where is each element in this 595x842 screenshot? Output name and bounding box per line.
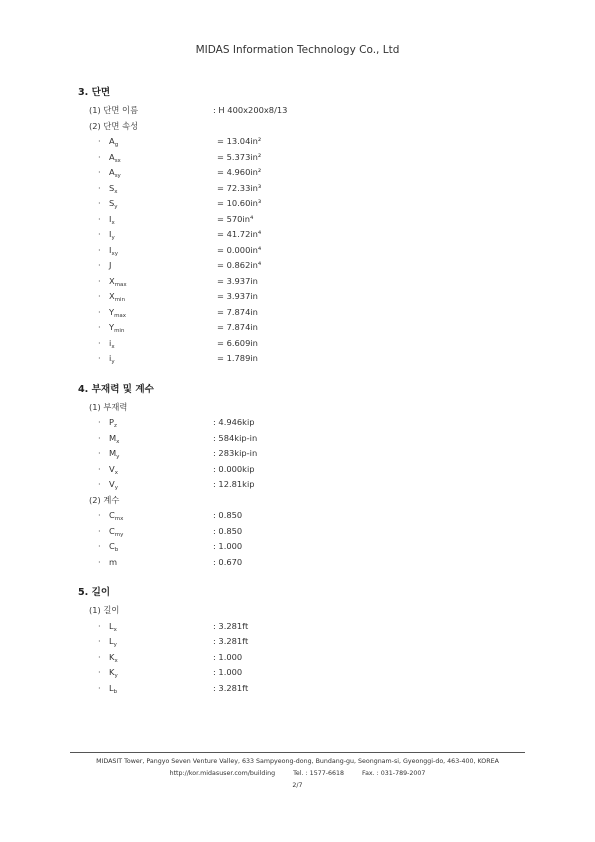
bullet: ·: [98, 510, 101, 520]
bullet: ·: [98, 182, 101, 193]
symbol-subscript: x: [114, 469, 118, 476]
bullet: ·: [98, 463, 101, 474]
bullet: ·: [98, 448, 101, 458]
section-name-row: [78, 103, 538, 119]
symbol-subscript: x: [111, 219, 115, 226]
symbol-subscript: x: [114, 657, 118, 664]
property-row: [78, 650, 538, 666]
property-row: [78, 634, 538, 650]
bullet: ·: [98, 198, 101, 208]
property-row: [78, 243, 538, 259]
property-row: [78, 555, 538, 571]
property-row: [78, 150, 538, 166]
symbol-main: L: [109, 636, 114, 646]
symbol-main: M: [109, 448, 117, 458]
footer-tel: Tel. : 1577-6618: [293, 770, 345, 777]
bullet: ·: [98, 541, 101, 551]
symbol-subscript: y: [113, 642, 117, 648]
symbol-main: L: [109, 620, 114, 631]
footer-divider: [70, 752, 525, 753]
bullet: ·: [98, 337, 101, 348]
bullet: ·: [98, 291, 101, 301]
property-row: [78, 336, 538, 352]
symbol-subscript: y: [114, 673, 118, 679]
property-row: [78, 415, 538, 431]
symbol-subscript: min: [114, 297, 126, 303]
symbol-main: A: [109, 167, 115, 177]
symbol-main: I: [109, 213, 112, 224]
section-4-title: 4. 부재력 및 계수: [78, 383, 154, 395]
property-symbol: [109, 351, 115, 371]
section-name-value: : H 400x200x8/13: [213, 105, 288, 115]
symbol-subscript: sy: [114, 173, 121, 179]
bullet: ·: [98, 620, 101, 631]
property-row: [78, 305, 538, 321]
symbol-main: S: [109, 182, 115, 193]
property-symbol: [109, 555, 117, 575]
symbol-main: i: [109, 353, 112, 363]
bullet: ·: [98, 322, 101, 332]
property-value: = 7.874in: [217, 322, 258, 332]
property-value: : 1.000: [213, 541, 243, 551]
property-row: [78, 462, 538, 478]
property-row: [78, 227, 538, 243]
symbol-subscript: max: [114, 312, 127, 319]
symbol-main: X: [109, 291, 115, 301]
property-row: [78, 351, 538, 367]
length-label: (1) 길이: [89, 605, 120, 615]
property-row: [78, 165, 538, 181]
property-value: : 3.281ft: [213, 682, 249, 693]
bullet: ·: [98, 479, 101, 489]
property-value: : 3.281ft: [213, 636, 249, 646]
symbol-main: X: [109, 275, 115, 286]
symbol-main: C: [109, 510, 115, 520]
property-row: [78, 539, 538, 555]
property-value: = 5.373in²: [217, 151, 262, 162]
bullet: ·: [98, 651, 101, 662]
symbol-subscript: x: [114, 188, 118, 195]
symbol-main: i: [109, 337, 112, 348]
property-value: : 0.850: [213, 525, 243, 536]
forces-label: (1) 부재력: [89, 401, 128, 412]
property-row: [78, 477, 538, 493]
symbol-subscript: g: [114, 142, 119, 148]
symbol-main: V: [109, 479, 115, 489]
property-row: [78, 524, 538, 540]
property-value: = 3.937in: [217, 291, 258, 301]
bullet: ·: [98, 353, 101, 363]
property-row: [78, 258, 538, 274]
bullet: ·: [98, 167, 101, 177]
property-value: : 1.000: [213, 667, 243, 677]
length-list: [78, 619, 538, 697]
property-row: [78, 665, 538, 681]
property-value: : 3.281ft: [213, 620, 249, 631]
section-props-label: (2) 단면 속성: [89, 120, 139, 131]
symbol-subscript: y: [114, 485, 118, 491]
symbol-subscript: b: [113, 688, 118, 695]
symbol-main: C: [109, 525, 115, 536]
symbol-subscript: x: [116, 438, 120, 445]
symbol-subscript: max: [114, 281, 127, 288]
symbol-subscript: y: [111, 359, 115, 365]
property-value: : 0.670: [213, 556, 243, 567]
symbol-main: L: [109, 682, 114, 693]
property-row: [78, 289, 538, 305]
property-row: [78, 134, 538, 150]
coefficients-list: [78, 508, 538, 570]
property-row: [78, 508, 538, 524]
property-row: [78, 274, 538, 290]
section-5-title: 5. 길이: [78, 587, 111, 598]
section-3-title: 3. 단면: [78, 87, 111, 98]
symbol-main: S: [109, 198, 115, 208]
symbol-subscript: my: [114, 531, 124, 538]
symbol-subscript: b: [114, 547, 119, 553]
bullet: ·: [98, 260, 101, 270]
section-props-list: [78, 134, 538, 367]
property-row: [78, 181, 538, 197]
bullet: ·: [98, 244, 101, 255]
bullet: ·: [98, 417, 101, 427]
bullet: ·: [98, 306, 101, 317]
property-value: : 283kip-in: [213, 448, 258, 458]
symbol-main: Y: [109, 322, 115, 332]
property-value: = 4.960in²: [217, 167, 262, 177]
bullet: ·: [98, 636, 101, 646]
property-value: = 72.33in³: [217, 182, 262, 193]
property-value: = 3.937in: [217, 275, 258, 286]
property-row: [78, 320, 538, 336]
property-row: [78, 681, 538, 697]
report-body: [78, 85, 538, 696]
page-header: MIDAS Information Technology Co., Ltd: [195, 44, 400, 56]
symbol-subscript: x: [111, 343, 115, 350]
bullet: ·: [98, 525, 101, 536]
property-value: = 10.60in³: [217, 198, 262, 208]
symbol-main: I: [109, 229, 112, 239]
symbol-subscript: sx: [114, 157, 121, 164]
property-value: = 570in⁴: [217, 213, 254, 224]
property-value: : 1.000: [213, 651, 243, 662]
coefficients-label: (2) 계수: [89, 494, 120, 505]
symbol-main: Y: [109, 306, 115, 317]
footer-fax: Fax. : 031-789-2007: [362, 770, 426, 777]
bullet: ·: [98, 682, 101, 693]
footer-contact: [0, 770, 595, 777]
property-row: [78, 619, 538, 635]
symbol-subscript: mx: [114, 516, 124, 522]
property-value: = 1.789in: [217, 353, 258, 363]
symbol-subscript: xy: [111, 250, 118, 257]
property-value: : 0.000kip: [213, 463, 255, 474]
symbol-subscript: min: [114, 328, 125, 334]
property-row: [78, 212, 538, 228]
property-value: = 7.874in: [217, 306, 258, 317]
property-row: [78, 446, 538, 462]
symbol-main: A: [109, 136, 115, 146]
symbol-main: C: [109, 541, 115, 551]
property-value: : 12.81kip: [213, 479, 255, 489]
bullet: ·: [98, 151, 101, 162]
property-row: [78, 431, 538, 447]
page-number: 2/7: [292, 782, 303, 789]
symbol-main: A: [109, 151, 115, 162]
footer-url: http://kor.midasuser.com/building: [169, 770, 276, 777]
property-symbol: [109, 681, 117, 701]
symbol-main: K: [109, 651, 115, 662]
symbol-subscript: y: [111, 235, 115, 241]
bullet: ·: [98, 667, 101, 677]
symbol-main: I: [109, 244, 112, 255]
section-name-label: (1) 단면 이름: [89, 105, 139, 115]
symbol-subscript: y: [114, 204, 118, 210]
forces-list: [78, 415, 538, 493]
bullet: ·: [98, 432, 101, 443]
property-value: : 0.850: [213, 510, 243, 520]
symbol-main: K: [109, 667, 115, 677]
symbol-main: M: [109, 432, 117, 443]
property-symbol: [109, 477, 118, 497]
symbol-main: P: [109, 417, 115, 427]
footer-address: MIDASIT Tower, Pangyo Seven Venture Valley, 633 Sampyeong-dong, Bundang-gu, Seongnam-si, Gyeonggi-do, 463-400, KOREA: [96, 758, 499, 765]
property-value: : 4.946kip: [213, 417, 255, 427]
bullet: ·: [98, 136, 101, 146]
property-value: = 0.000in⁴: [217, 244, 262, 255]
property-value: = 0.862in⁴: [217, 260, 262, 270]
property-value: : 584kip-in: [213, 432, 258, 443]
property-value: = 41.72in⁴: [217, 229, 262, 239]
symbol-main: m: [109, 556, 118, 567]
bullet: ·: [98, 229, 101, 239]
bullet: ·: [98, 213, 101, 224]
symbol-main: J: [109, 260, 112, 270]
property-value: = 6.609in: [217, 337, 258, 348]
symbol-main: V: [109, 463, 115, 474]
symbol-subscript: x: [113, 626, 117, 633]
symbol-subscript: z: [114, 423, 117, 429]
symbol-subscript: y: [116, 454, 120, 460]
bullet: ·: [98, 556, 101, 567]
property-row: [78, 196, 538, 212]
bullet: ·: [98, 275, 101, 286]
property-value: = 13.04in²: [217, 136, 262, 146]
